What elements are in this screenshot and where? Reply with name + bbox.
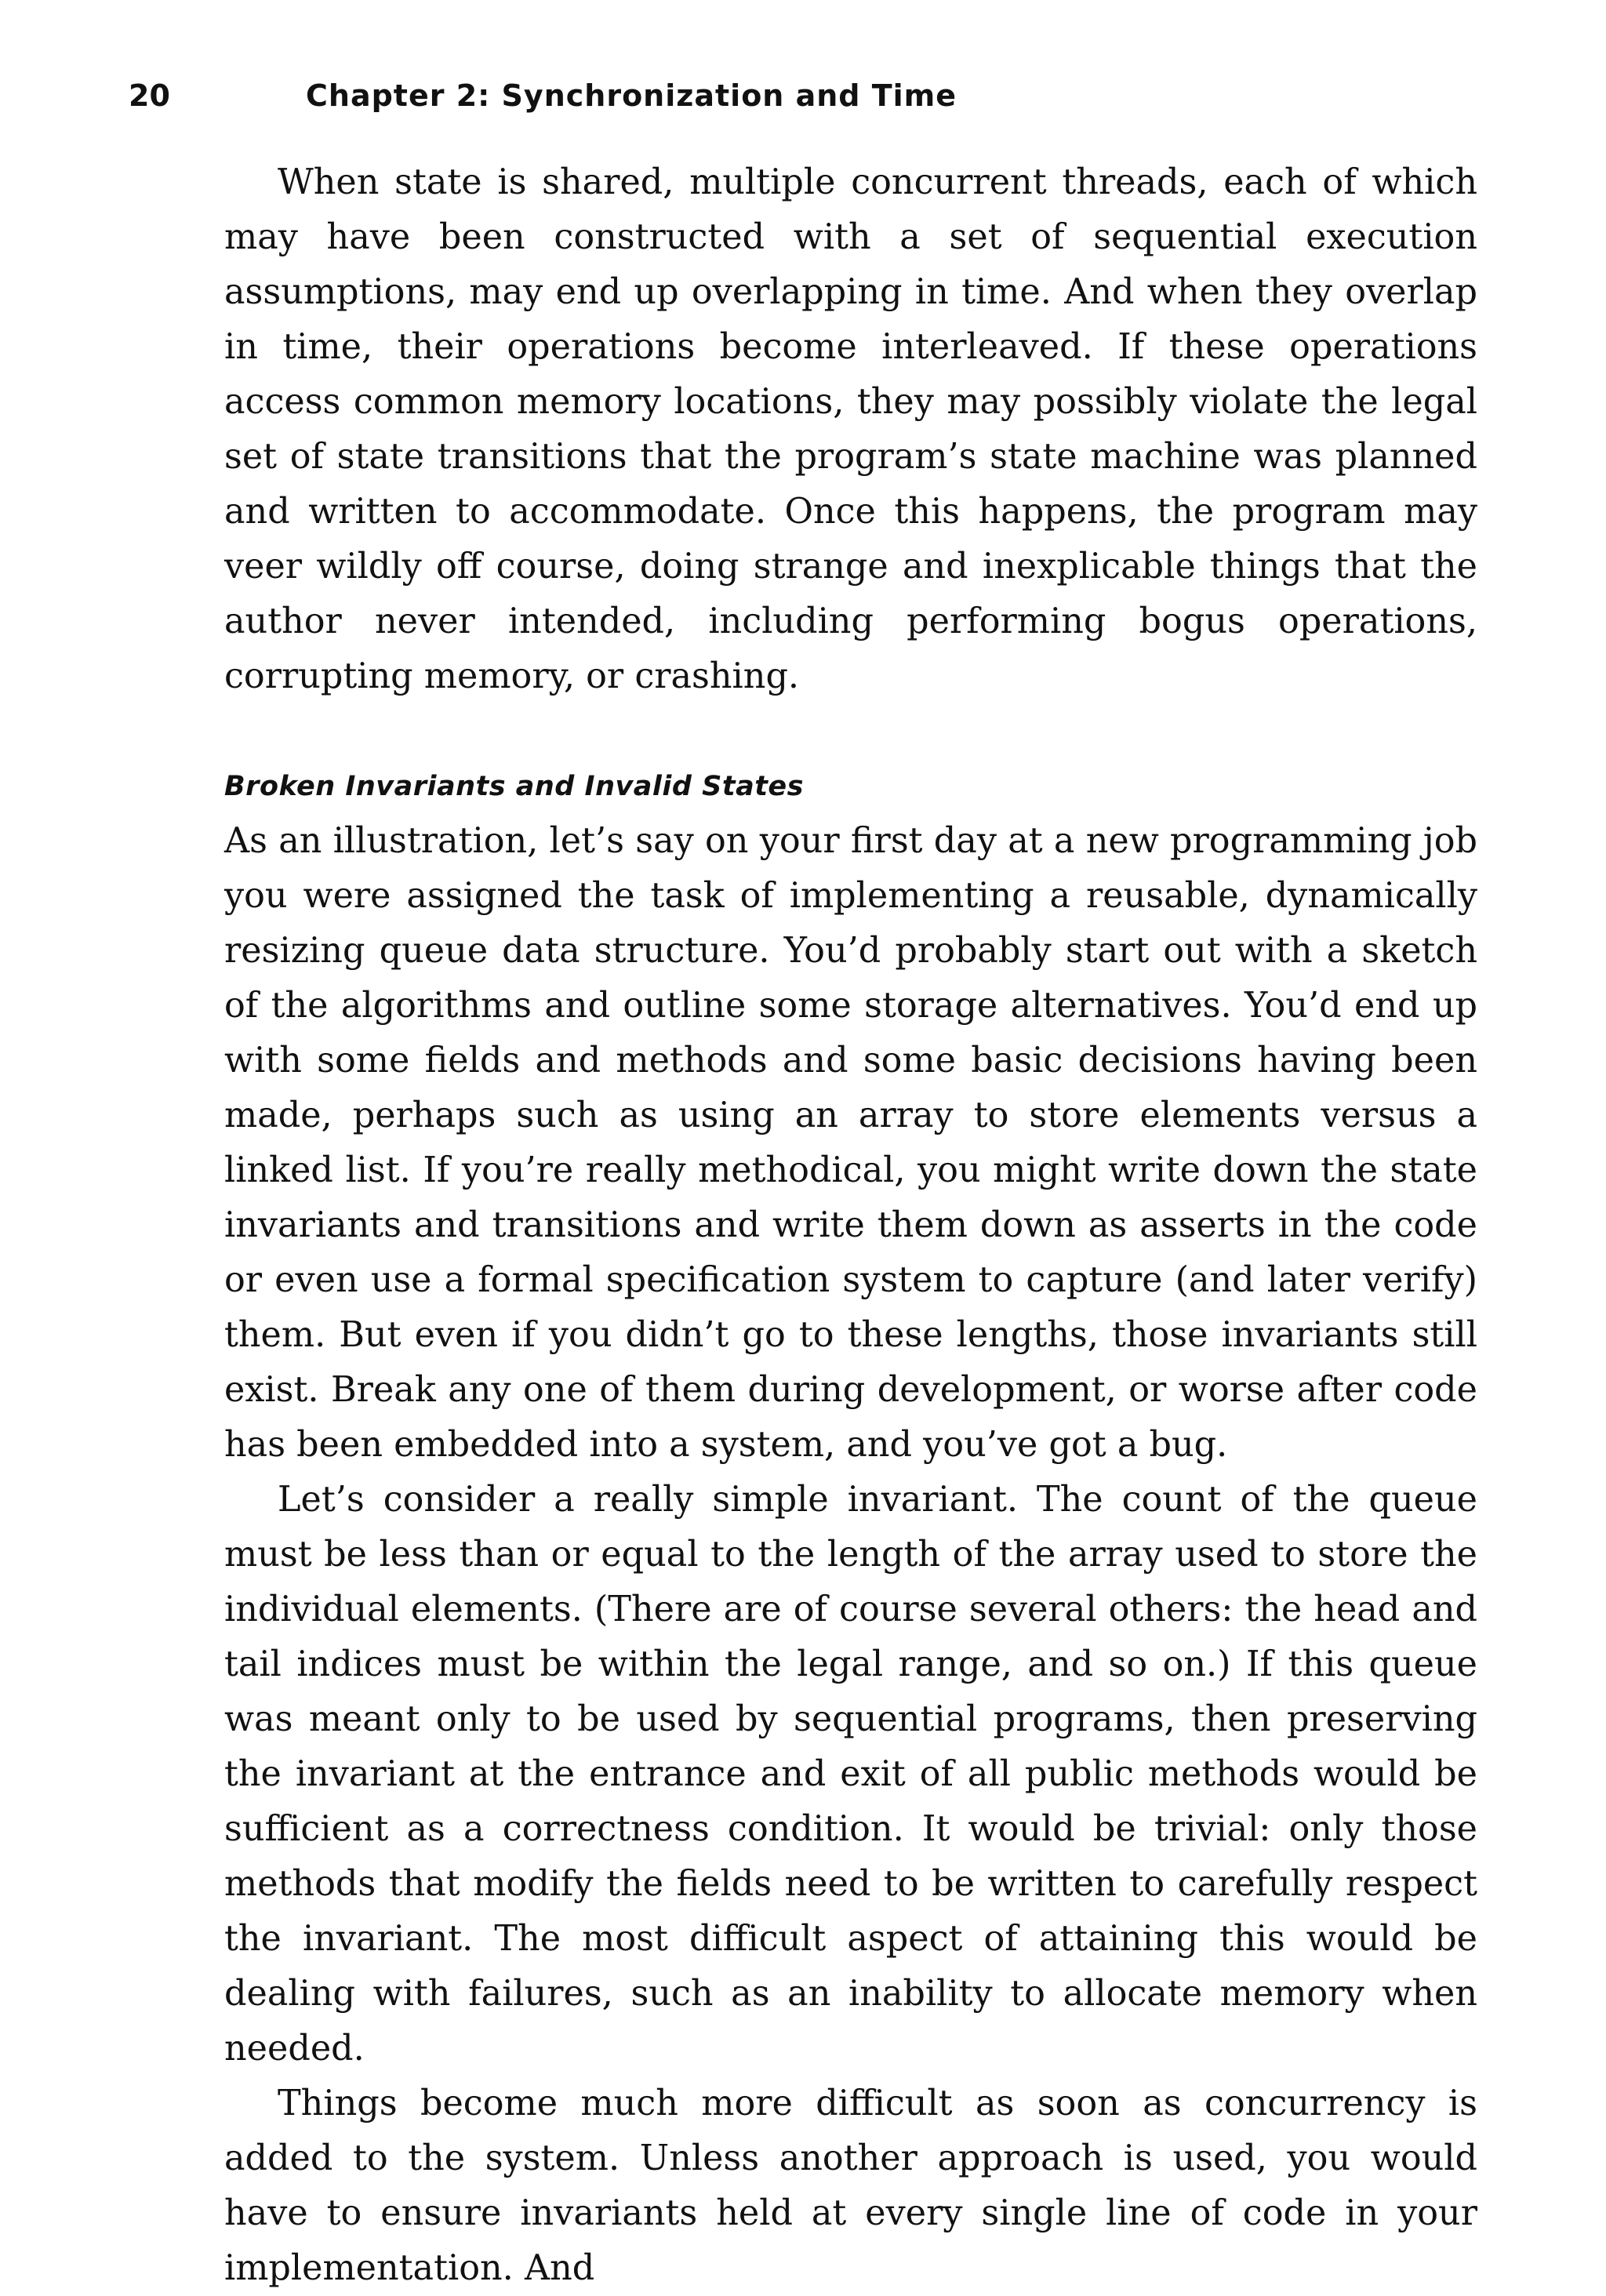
paragraph: Let’s consider a really simple invariant. The count of the queue must be less than or equal to the length of the array used to store the individual elements. (There are of course several others: the head and tail indices must be within the legal range, and so on.) If this queue was meant only to be used by sequential programs, then preserving the invariant at the entrance and exit of all public methods would be sufficient as a correctness condition. It would be trivial: only those methods that modify the fields need to be written to carefully respect the invariant. The most difficult aspect of attaining this would be dealing with failures, such as an inability to allocate memory when needed.	[224, 1480, 1477, 2069]
chapter-title: Chapter 2: Synchronization and Time	[306, 78, 957, 113]
section-heading: Broken Invariants and Invalid States	[224, 771, 805, 802]
running-head	[129, 72, 1493, 119]
body-text	[224, 155, 1477, 2296]
paragraph: Things become much more difficult as soon as concurrency is added to the system. Unless another approach is used, you would have to ensure invariants held at every single line of code in your implementation. And	[224, 2083, 1477, 2288]
paragraph: When state is shared, multiple concurrent threads, each of which may have been constructed with a set of sequential execution assumptions, may end up overlapping in time. And when they overlap in time, their operations become interleaved. If these operations access common memory locations, they may possibly violate the legal set of state transitions that the program’s state machine was planned and written to accommodate. Once this happens, the program may veer wildly off course, doing strange and inexplicable things that the author never intended, including performing bogus operations, corrupting memory, or crashing.	[224, 162, 1477, 696]
paragraph: As an illustration, let’s say on your first day at a new programming job you were assigned the task of implementing a reusable, dynamically resizing queue data structure. You’d probably start out with a sketch of the algorithms and outline some storage alternatives. You’d end up with some fields and methods and some basic decisions having been made, perhaps such as using an array to store elements versus a linked list. If you’re really methodical, you might write down the state invariants and transitions and write them down as asserts in the code or even use a formal specification system to capture (and later verify) them. But even if you didn’t go to these lengths, those invariants still exist. Break any one of them during development, or worse after code has been embedded into a system, and you’ve got a bug.	[224, 821, 1477, 1465]
page-number: 20	[129, 78, 170, 113]
